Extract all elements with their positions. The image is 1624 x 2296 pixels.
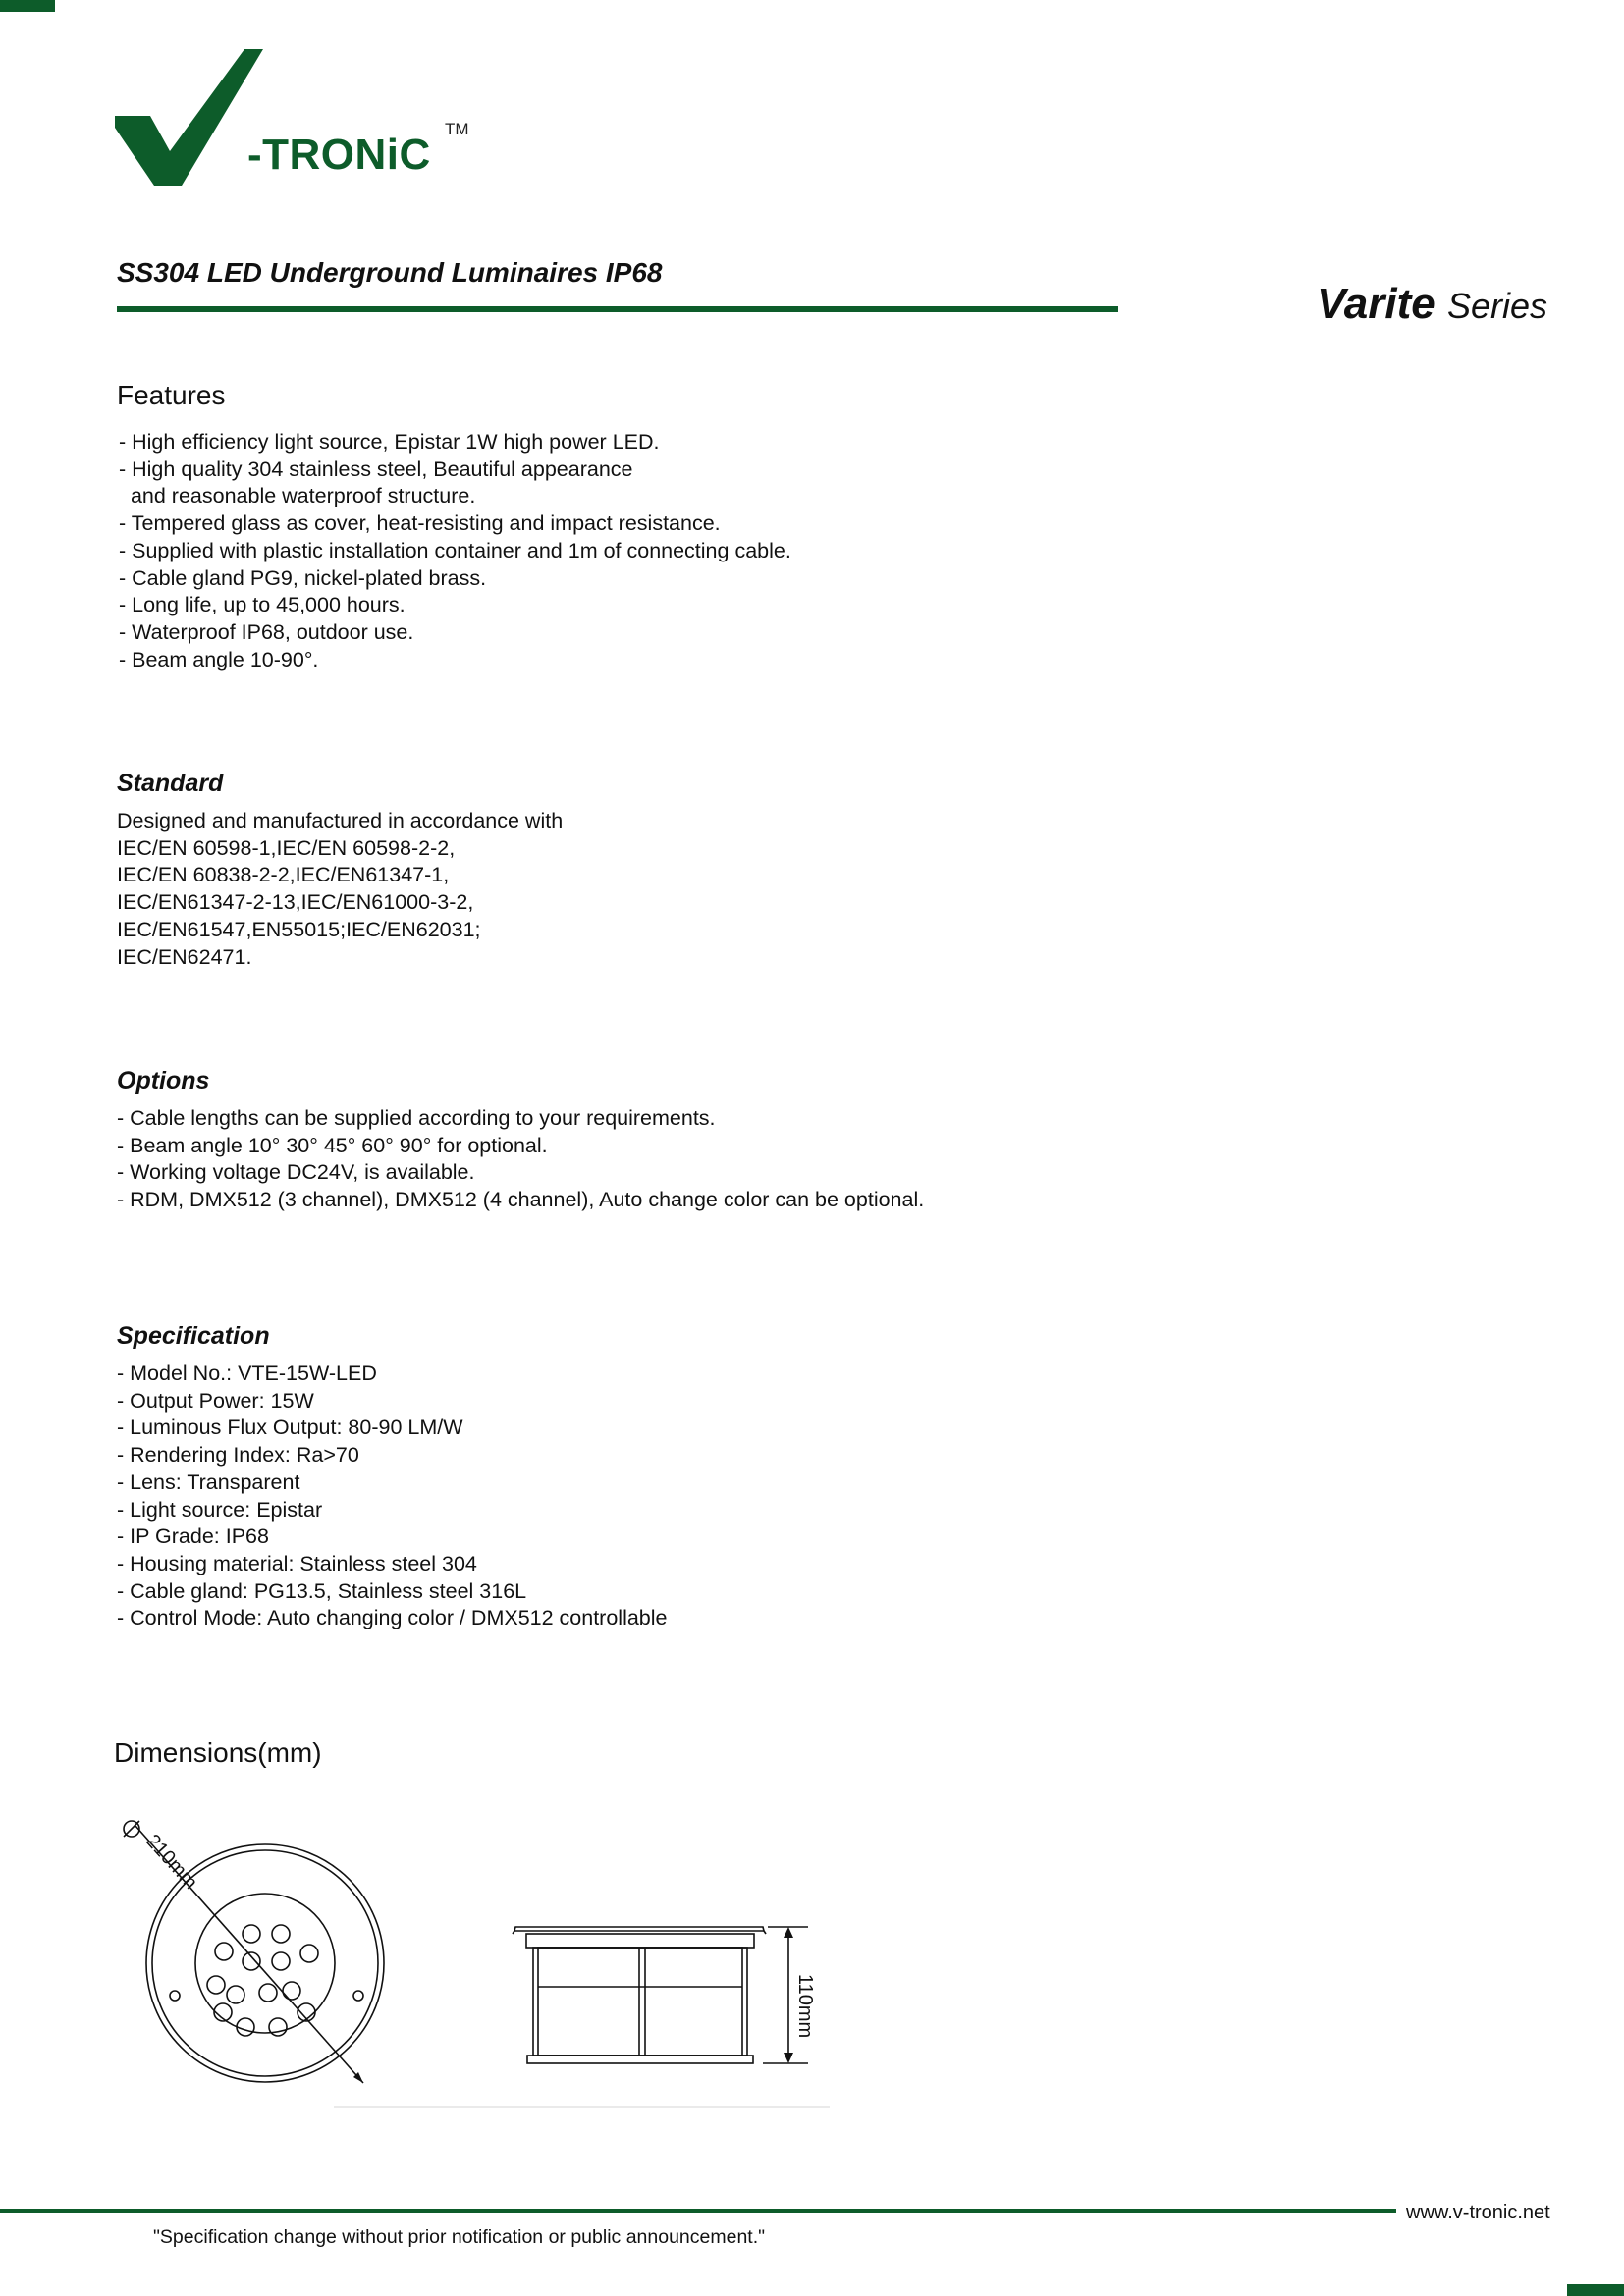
list-item: - Rendering Index: Ra>70 [117,1443,359,1468]
list-item: and reasonable waterproof structure. [119,484,476,508]
list-item: - High quality 304 stainless steel, Beautiful appearance [119,456,633,481]
options-heading: Options [117,1067,210,1095]
standard-list [117,808,563,971]
height-label: 110mm [794,1974,816,2039]
list-item: - Control Mode: Auto changing color / DMX512 controllable [117,1606,668,1630]
list-item: - Tempered glass as cover, heat-resisting and impact resistance. [119,511,721,536]
specification-heading: Specification [117,1322,270,1350]
disclaimer-note: "Specification change without prior notification or public announcement." [153,2226,766,2248]
list-item: - Cable gland: PG13.5, Stainless steel 316L [117,1578,527,1603]
list-item: - Output Power: 15W [117,1388,314,1413]
list-item: - RDM, DMX512 (3 channel), DMX512 (4 channel), Auto change color can be optional. [117,1188,925,1212]
list-item: - Cable lengths can be supplied according to your requirements. [117,1106,716,1130]
list-item: IEC/EN62471. [117,944,252,969]
list-item: - Light source: Epistar [117,1497,323,1522]
list-item: IEC/EN61347-2-13,IEC/EN61000-3-2, [117,890,474,915]
website-link[interactable]: www.v-tronic.net [1406,2202,1550,2223]
list-item: - Waterproof IP68, outdoor use. [119,619,414,644]
list-item: - Luminous Flux Output: 80-90 LM/W [117,1415,463,1440]
series-name: Varite [1317,280,1435,328]
list-item: - Long life, up to 45,000 hours. [119,593,406,617]
corner-accent-bottom [1567,2284,1624,2296]
title-underline [117,306,1118,312]
brand-wordmark: -TRONiC [247,131,431,179]
corner-accent-top [0,0,55,12]
side-view-drawing [513,1927,808,2063]
list-item: - Supplied with plastic installation container and 1m of connecting cable. [119,538,791,562]
footer-rule [0,2209,1396,2213]
options-list [117,1105,924,1214]
list-item: - Housing material: Stainless steel 304 [117,1551,477,1575]
features-heading: Features [117,380,226,410]
specification-list [117,1361,668,1632]
list-item: - IP Grade: IP68 [117,1524,269,1549]
list-item: - Lens: Transparent [117,1469,300,1494]
list-item: - Working voltage DC24V, is available. [117,1160,475,1185]
series-word: Series [1446,286,1547,326]
list-item: Designed and manufactured in accordance with [117,809,564,832]
list-item: IEC/EN 60838-2-2,IEC/EN61347-1, [117,863,450,887]
standard-heading: Standard [117,770,224,797]
diameter-label: 210mm [141,1830,202,1894]
features-list [119,429,791,673]
list-item: - High efficiency light source, Epistar 1W high power LED. [119,430,660,454]
list-item: IEC/EN 60598-1,IEC/EN 60598-2-2, [117,835,456,860]
list-item: - Model No.: VTE-15W-LED [117,1362,377,1385]
page-title: SS304 LED Underground Luminaires IP68 [117,257,663,288]
list-item: - Beam angle 10° 30° 45° 60° 90° for optional. [117,1133,548,1157]
list-item: - Beam angle 10-90°. [119,647,319,671]
list-item: IEC/EN61547,EN55015;IEC/EN62031; [117,917,481,941]
dimension-drawing [108,1806,854,2120]
series-label [1317,280,1547,329]
list-item: - Cable gland PG9, nickel-plated brass. [119,565,487,590]
dimensions-heading: Dimensions(mm) [114,1737,322,1768]
trademark-mark: TM [445,120,469,138]
